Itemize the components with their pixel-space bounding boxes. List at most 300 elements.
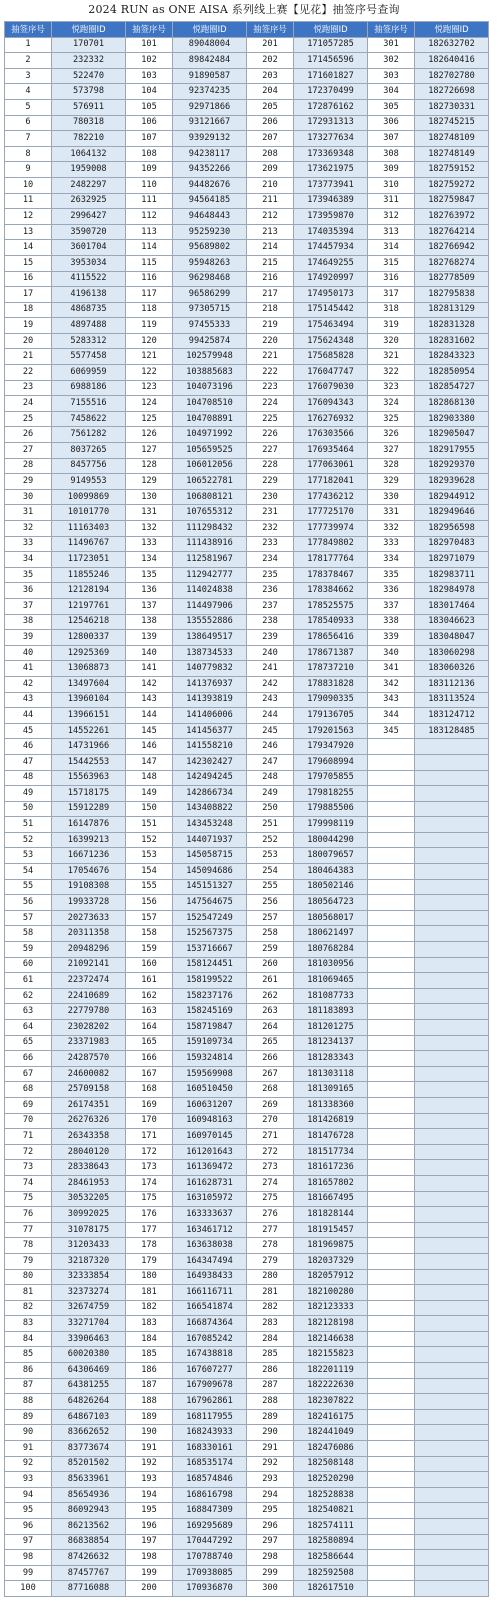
runner-id-cell: 95948263 bbox=[173, 255, 247, 271]
runner-id-cell: 175145442 bbox=[294, 302, 368, 318]
runner-id-cell: 141558210 bbox=[173, 739, 247, 755]
table-row bbox=[5, 489, 489, 505]
lottery-number-cell: 161 bbox=[126, 973, 173, 989]
table-row bbox=[5, 1238, 489, 1254]
runner-id-cell: 182843323 bbox=[415, 349, 489, 365]
lottery-number-cell: 203 bbox=[247, 68, 294, 84]
empty-cell bbox=[368, 770, 415, 786]
lottery-number-cell: 50 bbox=[5, 801, 52, 817]
lottery-number-cell: 345 bbox=[368, 723, 415, 739]
lottery-number-cell: 33 bbox=[5, 536, 52, 552]
table-row bbox=[5, 692, 489, 708]
lottery-number-cell: 322 bbox=[368, 365, 415, 381]
lottery-number-cell: 184 bbox=[126, 1331, 173, 1347]
lottery-number-cell: 255 bbox=[247, 879, 294, 895]
lottery-number-cell: 51 bbox=[5, 817, 52, 833]
runner-id-cell: 28338643 bbox=[52, 1160, 126, 1176]
lottery-number-cell: 316 bbox=[368, 271, 415, 287]
lottery-number-cell: 267 bbox=[247, 1066, 294, 1082]
lottery-number-cell: 266 bbox=[247, 1051, 294, 1067]
lottery-number-cell: 334 bbox=[368, 552, 415, 568]
runner-id-cell: 87457767 bbox=[52, 1565, 126, 1581]
runner-id-cell: 142302427 bbox=[173, 754, 247, 770]
runner-id-cell: 178671387 bbox=[294, 645, 368, 661]
lottery-number-cell: 194 bbox=[126, 1487, 173, 1503]
runner-id-cell: 174649255 bbox=[294, 255, 368, 271]
lottery-number-cell: 12 bbox=[5, 209, 52, 225]
lottery-number-cell: 327 bbox=[368, 443, 415, 459]
lottery-number-cell: 162 bbox=[126, 988, 173, 1004]
runner-id-cell: 2632925 bbox=[52, 193, 126, 209]
lottery-number-cell: 273 bbox=[247, 1160, 294, 1176]
runner-id-cell: 177739974 bbox=[294, 521, 368, 537]
empty-cell bbox=[368, 754, 415, 770]
runner-id-cell: 135552886 bbox=[173, 614, 247, 630]
lottery-number-cell: 122 bbox=[126, 365, 173, 381]
lottery-number-cell: 337 bbox=[368, 598, 415, 614]
lottery-number-cell: 132 bbox=[126, 521, 173, 537]
lottery-number-cell: 80 bbox=[5, 1269, 52, 1285]
empty-cell bbox=[415, 1097, 489, 1113]
empty-cell bbox=[368, 895, 415, 911]
runner-id-cell: 182970483 bbox=[415, 536, 489, 552]
lottery-number-cell: 309 bbox=[368, 162, 415, 178]
runner-id-cell: 182528838 bbox=[294, 1487, 368, 1503]
runner-id-cell: 182057912 bbox=[294, 1269, 368, 1285]
runner-id-cell: 180464383 bbox=[294, 864, 368, 880]
runner-id-cell: 181283343 bbox=[294, 1051, 368, 1067]
lottery-number-cell: 174 bbox=[126, 1175, 173, 1191]
runner-id-cell: 173369348 bbox=[294, 146, 368, 162]
lottery-number-cell: 124 bbox=[126, 396, 173, 412]
table-row bbox=[5, 271, 489, 287]
runner-id-cell: 522470 bbox=[52, 68, 126, 84]
table-row bbox=[5, 1550, 489, 1566]
runner-id-cell: 168847309 bbox=[173, 1503, 247, 1519]
runner-id-cell: 168535174 bbox=[173, 1456, 247, 1472]
empty-cell bbox=[415, 1051, 489, 1067]
lottery-number-cell: 200 bbox=[126, 1581, 173, 1597]
runner-id-cell: 173773941 bbox=[294, 177, 368, 193]
lottery-number-cell: 315 bbox=[368, 255, 415, 271]
runner-id-cell: 232332 bbox=[52, 53, 126, 69]
runner-id-cell: 182984978 bbox=[415, 583, 489, 599]
runner-id-cell: 95259230 bbox=[173, 224, 247, 240]
runner-id-cell: 181183893 bbox=[294, 1004, 368, 1020]
empty-cell bbox=[415, 1503, 489, 1519]
runner-id-cell: 182944912 bbox=[415, 489, 489, 505]
runner-id-cell: 163105972 bbox=[173, 1191, 247, 1207]
lottery-number-cell: 269 bbox=[247, 1097, 294, 1113]
runner-id-cell: 93121667 bbox=[173, 115, 247, 131]
lottery-number-cell: 28 bbox=[5, 458, 52, 474]
table-row bbox=[5, 708, 489, 724]
table-row bbox=[5, 177, 489, 193]
table-row bbox=[5, 349, 489, 365]
table-row bbox=[5, 1409, 489, 1425]
runner-id-cell: 6988186 bbox=[52, 380, 126, 396]
lottery-number-cell: 104 bbox=[126, 84, 173, 100]
lottery-number-cell: 81 bbox=[5, 1285, 52, 1301]
runner-id-cell: 179705855 bbox=[294, 770, 368, 786]
runner-id-cell: 8457756 bbox=[52, 458, 126, 474]
runner-id-cell: 15718175 bbox=[52, 786, 126, 802]
runner-id-cell: 160970145 bbox=[173, 1129, 247, 1145]
table-row bbox=[5, 131, 489, 147]
runner-id-cell: 16671236 bbox=[52, 848, 126, 864]
table-row bbox=[5, 552, 489, 568]
lottery-number-cell: 208 bbox=[247, 146, 294, 162]
runner-id-cell: 182640416 bbox=[415, 53, 489, 69]
empty-cell bbox=[415, 973, 489, 989]
lottery-number-cell: 311 bbox=[368, 193, 415, 209]
lottery-number-cell: 120 bbox=[126, 333, 173, 349]
runner-id-cell: 91890587 bbox=[173, 68, 247, 84]
lottery-number-cell: 188 bbox=[126, 1394, 173, 1410]
table-row bbox=[5, 1253, 489, 1269]
runner-id-cell: 163333637 bbox=[173, 1207, 247, 1223]
lottery-number-cell: 142 bbox=[126, 676, 173, 692]
runner-id-cell: 13960104 bbox=[52, 692, 126, 708]
lottery-number-cell: 291 bbox=[247, 1441, 294, 1457]
lottery-number-cell: 34 bbox=[5, 552, 52, 568]
runner-id-cell: 16147876 bbox=[52, 817, 126, 833]
lottery-number-cell: 6 bbox=[5, 115, 52, 131]
runner-id-cell: 182037329 bbox=[294, 1253, 368, 1269]
runner-id-cell: 182831602 bbox=[415, 333, 489, 349]
runner-id-cell: 85201502 bbox=[52, 1456, 126, 1472]
page-title: 2024 RUN as ONE AISA 系列线上赛【见花】抽签序号查询 bbox=[88, 3, 400, 16]
runner-id-cell: 182441049 bbox=[294, 1425, 368, 1441]
lottery-number-cell: 297 bbox=[247, 1534, 294, 1550]
runner-id-cell: 2996427 bbox=[52, 209, 126, 225]
runner-id-cell: 33271704 bbox=[52, 1316, 126, 1332]
runner-id-cell: 4897488 bbox=[52, 318, 126, 334]
empty-cell bbox=[415, 1409, 489, 1425]
lottery-number-cell: 78 bbox=[5, 1238, 52, 1254]
runner-id-cell: 158719847 bbox=[173, 1020, 247, 1036]
lottery-number-cell: 125 bbox=[126, 411, 173, 427]
lottery-number-cell: 5 bbox=[5, 99, 52, 115]
lottery-number-cell: 159 bbox=[126, 942, 173, 958]
runner-id-cell: 164347494 bbox=[173, 1253, 247, 1269]
lottery-number-cell: 274 bbox=[247, 1175, 294, 1191]
lottery-number-cell: 272 bbox=[247, 1144, 294, 1160]
empty-cell bbox=[415, 1253, 489, 1269]
lottery-number-cell: 54 bbox=[5, 864, 52, 880]
lottery-number-cell: 29 bbox=[5, 474, 52, 490]
empty-cell bbox=[368, 1487, 415, 1503]
lottery-number-cell: 23 bbox=[5, 380, 52, 396]
empty-cell bbox=[415, 1519, 489, 1535]
runner-id-cell: 182540821 bbox=[294, 1503, 368, 1519]
runner-id-cell: 168243933 bbox=[173, 1425, 247, 1441]
runner-id-cell: 177063061 bbox=[294, 458, 368, 474]
runner-id-cell: 183046623 bbox=[415, 614, 489, 630]
runner-id-cell: 179608994 bbox=[294, 754, 368, 770]
lottery-number-cell: 74 bbox=[5, 1175, 52, 1191]
lottery-number-cell: 43 bbox=[5, 692, 52, 708]
table-row bbox=[5, 1129, 489, 1145]
runner-id-cell: 93929132 bbox=[173, 131, 247, 147]
lottery-number-cell: 214 bbox=[247, 240, 294, 256]
empty-cell bbox=[368, 1097, 415, 1113]
lottery-number-cell: 251 bbox=[247, 817, 294, 833]
lottery-number-cell: 88 bbox=[5, 1394, 52, 1410]
lottery-number-cell: 262 bbox=[247, 988, 294, 1004]
runner-id-cell: 183017464 bbox=[415, 598, 489, 614]
lottery-number-cell: 249 bbox=[247, 786, 294, 802]
empty-cell bbox=[415, 1144, 489, 1160]
table-row bbox=[5, 333, 489, 349]
runner-id-cell: 14731966 bbox=[52, 739, 126, 755]
runner-id-cell: 182795838 bbox=[415, 287, 489, 303]
runner-id-cell: 3601704 bbox=[52, 240, 126, 256]
lottery-number-cell: 134 bbox=[126, 552, 173, 568]
runner-id-cell: 112581967 bbox=[173, 552, 247, 568]
table-row bbox=[5, 1534, 489, 1550]
table-row bbox=[5, 723, 489, 739]
runner-id-cell: 5577458 bbox=[52, 349, 126, 365]
runner-id-cell: 170936870 bbox=[173, 1581, 247, 1597]
runner-id-cell: 64381255 bbox=[52, 1378, 126, 1394]
table-row bbox=[5, 645, 489, 661]
runner-id-cell: 182983711 bbox=[415, 567, 489, 583]
runner-id-cell: 177182041 bbox=[294, 474, 368, 490]
runner-id-cell: 182520290 bbox=[294, 1472, 368, 1488]
runner-id-cell: 12925369 bbox=[52, 645, 126, 661]
lottery-number-cell: 317 bbox=[368, 287, 415, 303]
runner-id-cell: 182307822 bbox=[294, 1394, 368, 1410]
lottery-number-cell: 179 bbox=[126, 1253, 173, 1269]
runner-id-cell: 182128198 bbox=[294, 1316, 368, 1332]
empty-cell bbox=[415, 1456, 489, 1472]
empty-cell bbox=[368, 739, 415, 755]
table-row bbox=[5, 287, 489, 303]
lottery-number-cell: 128 bbox=[126, 458, 173, 474]
empty-cell bbox=[368, 1051, 415, 1067]
runner-id-cell: 174920997 bbox=[294, 271, 368, 287]
lottery-number-cell: 71 bbox=[5, 1129, 52, 1145]
empty-cell bbox=[368, 988, 415, 1004]
runner-id-cell: 179998119 bbox=[294, 817, 368, 833]
lottery-number-cell: 16 bbox=[5, 271, 52, 287]
runner-id-cell: 60020380 bbox=[52, 1347, 126, 1363]
runner-id-cell: 167909678 bbox=[173, 1378, 247, 1394]
runner-id-cell: 182745215 bbox=[415, 115, 489, 131]
lottery-number-cell: 320 bbox=[368, 333, 415, 349]
table-row bbox=[5, 1581, 489, 1597]
empty-cell bbox=[415, 739, 489, 755]
runner-id-cell: 182813129 bbox=[415, 302, 489, 318]
runner-id-cell: 114024838 bbox=[173, 583, 247, 599]
runner-id-cell: 10101770 bbox=[52, 505, 126, 521]
runner-id-cell: 166541874 bbox=[173, 1300, 247, 1316]
lottery-number-cell: 55 bbox=[5, 879, 52, 895]
lottery-number-cell: 133 bbox=[126, 536, 173, 552]
empty-cell bbox=[415, 786, 489, 802]
runner-id-cell: 145151327 bbox=[173, 879, 247, 895]
empty-cell bbox=[415, 1129, 489, 1145]
runner-id-cell: 12197761 bbox=[52, 598, 126, 614]
runner-id-cell: 95689802 bbox=[173, 240, 247, 256]
table-row bbox=[5, 365, 489, 381]
lottery-number-cell: 169 bbox=[126, 1097, 173, 1113]
lottery-number-cell: 35 bbox=[5, 567, 52, 583]
table-body bbox=[5, 37, 489, 1596]
header-runner-id-1: 悦跑圈ID bbox=[52, 22, 126, 38]
table-row bbox=[5, 1004, 489, 1020]
empty-cell bbox=[368, 1550, 415, 1566]
runner-id-cell: 142494245 bbox=[173, 770, 247, 786]
empty-cell bbox=[368, 1565, 415, 1581]
table-row bbox=[5, 115, 489, 131]
lottery-number-cell: 57 bbox=[5, 910, 52, 926]
runner-id-cell: 4196138 bbox=[52, 287, 126, 303]
runner-id-cell: 87426632 bbox=[52, 1550, 126, 1566]
lottery-number-cell: 25 bbox=[5, 411, 52, 427]
lottery-table bbox=[4, 21, 489, 1597]
lottery-number-cell: 223 bbox=[247, 380, 294, 396]
runner-id-cell: 182854727 bbox=[415, 380, 489, 396]
runner-id-cell: 183060298 bbox=[415, 645, 489, 661]
lottery-number-cell: 85 bbox=[5, 1347, 52, 1363]
runner-id-cell: 11496767 bbox=[52, 536, 126, 552]
lottery-number-cell: 196 bbox=[126, 1519, 173, 1535]
lottery-number-cell: 197 bbox=[126, 1534, 173, 1550]
lottery-number-cell: 118 bbox=[126, 302, 173, 318]
lottery-number-cell: 332 bbox=[368, 521, 415, 537]
empty-cell bbox=[415, 1269, 489, 1285]
empty-cell bbox=[415, 926, 489, 942]
table-row bbox=[5, 536, 489, 552]
empty-cell bbox=[415, 754, 489, 770]
lottery-number-cell: 19 bbox=[5, 318, 52, 334]
empty-cell bbox=[368, 973, 415, 989]
runner-id-cell: 173959870 bbox=[294, 209, 368, 225]
runner-id-cell: 182748109 bbox=[415, 131, 489, 147]
lottery-number-cell: 37 bbox=[5, 598, 52, 614]
runner-id-cell: 158245169 bbox=[173, 1004, 247, 1020]
runner-id-cell: 8037265 bbox=[52, 443, 126, 459]
lottery-number-cell: 199 bbox=[126, 1565, 173, 1581]
runner-id-cell: 28461953 bbox=[52, 1175, 126, 1191]
runner-id-cell: 182939628 bbox=[415, 474, 489, 490]
runner-id-cell: 182748149 bbox=[415, 146, 489, 162]
runner-id-cell: 182850954 bbox=[415, 365, 489, 381]
runner-id-cell: 178737210 bbox=[294, 661, 368, 677]
lottery-number-cell: 9 bbox=[5, 162, 52, 178]
header-runner-id-2: 悦跑圈ID bbox=[173, 22, 247, 38]
lottery-number-cell: 167 bbox=[126, 1066, 173, 1082]
lottery-number-cell: 193 bbox=[126, 1472, 173, 1488]
lottery-number-cell: 95 bbox=[5, 1503, 52, 1519]
lottery-number-cell: 152 bbox=[126, 832, 173, 848]
table-row bbox=[5, 817, 489, 833]
lottery-number-cell: 326 bbox=[368, 427, 415, 443]
table-row bbox=[5, 770, 489, 786]
lottery-number-cell: 232 bbox=[247, 521, 294, 537]
empty-cell bbox=[368, 1035, 415, 1051]
empty-cell bbox=[415, 1378, 489, 1394]
runner-id-cell: 15563963 bbox=[52, 770, 126, 786]
empty-cell bbox=[415, 957, 489, 973]
table-row bbox=[5, 1487, 489, 1503]
table-row bbox=[5, 598, 489, 614]
lottery-number-cell: 138 bbox=[126, 614, 173, 630]
lottery-number-cell: 228 bbox=[247, 458, 294, 474]
header-runner-id-4: 悦跑圈ID bbox=[415, 22, 489, 38]
runner-id-cell: 97305715 bbox=[173, 302, 247, 318]
runner-id-cell: 111438916 bbox=[173, 536, 247, 552]
runner-id-cell: 112942777 bbox=[173, 567, 247, 583]
runner-id-cell: 182580894 bbox=[294, 1534, 368, 1550]
runner-id-cell: 167438818 bbox=[173, 1347, 247, 1363]
lottery-number-cell: 338 bbox=[368, 614, 415, 630]
runner-id-cell: 32373274 bbox=[52, 1285, 126, 1301]
lottery-number-cell: 139 bbox=[126, 630, 173, 646]
runner-id-cell: 26174351 bbox=[52, 1097, 126, 1113]
empty-cell bbox=[368, 801, 415, 817]
lottery-number-cell: 281 bbox=[247, 1285, 294, 1301]
lottery-number-cell: 70 bbox=[5, 1113, 52, 1129]
table-row bbox=[5, 973, 489, 989]
lottery-number-cell: 62 bbox=[5, 988, 52, 1004]
lottery-number-cell: 246 bbox=[247, 739, 294, 755]
runner-id-cell: 177849802 bbox=[294, 536, 368, 552]
runner-id-cell: 181426819 bbox=[294, 1113, 368, 1129]
empty-cell bbox=[415, 1487, 489, 1503]
lottery-number-cell: 151 bbox=[126, 817, 173, 833]
lottery-number-cell: 201 bbox=[247, 37, 294, 53]
runner-id-cell: 179347920 bbox=[294, 739, 368, 755]
runner-id-cell: 181969875 bbox=[294, 1238, 368, 1254]
lottery-number-cell: 58 bbox=[5, 926, 52, 942]
runner-id-cell: 31078175 bbox=[52, 1222, 126, 1238]
lottery-number-cell: 210 bbox=[247, 177, 294, 193]
lottery-number-cell: 100 bbox=[5, 1581, 52, 1597]
lottery-number-cell: 239 bbox=[247, 630, 294, 646]
runner-id-cell: 178656416 bbox=[294, 630, 368, 646]
runner-id-cell: 176079030 bbox=[294, 380, 368, 396]
lottery-number-cell: 98 bbox=[5, 1550, 52, 1566]
runner-id-cell: 179885506 bbox=[294, 801, 368, 817]
lottery-number-cell: 48 bbox=[5, 770, 52, 786]
runner-id-cell: 170447292 bbox=[173, 1534, 247, 1550]
lottery-number-cell: 2 bbox=[5, 53, 52, 69]
runner-id-cell: 182763972 bbox=[415, 209, 489, 225]
lottery-number-cell: 101 bbox=[126, 37, 173, 53]
runner-id-cell: 106522781 bbox=[173, 474, 247, 490]
runner-id-cell: 26343358 bbox=[52, 1129, 126, 1145]
lottery-number-cell: 170 bbox=[126, 1113, 173, 1129]
runner-id-cell: 9149553 bbox=[52, 474, 126, 490]
lottery-number-cell: 113 bbox=[126, 224, 173, 240]
table-row bbox=[5, 1207, 489, 1223]
lottery-number-cell: 77 bbox=[5, 1222, 52, 1238]
runner-id-cell: 175685828 bbox=[294, 349, 368, 365]
empty-cell bbox=[415, 1581, 489, 1597]
runner-id-cell: 32187320 bbox=[52, 1253, 126, 1269]
lottery-number-cell: 27 bbox=[5, 443, 52, 459]
lottery-number-cell: 108 bbox=[126, 146, 173, 162]
table-row bbox=[5, 1425, 489, 1441]
runner-id-cell: 3953034 bbox=[52, 255, 126, 271]
table-row bbox=[5, 1066, 489, 1082]
runner-id-cell: 22372474 bbox=[52, 973, 126, 989]
empty-cell bbox=[415, 832, 489, 848]
lottery-number-cell: 86 bbox=[5, 1363, 52, 1379]
